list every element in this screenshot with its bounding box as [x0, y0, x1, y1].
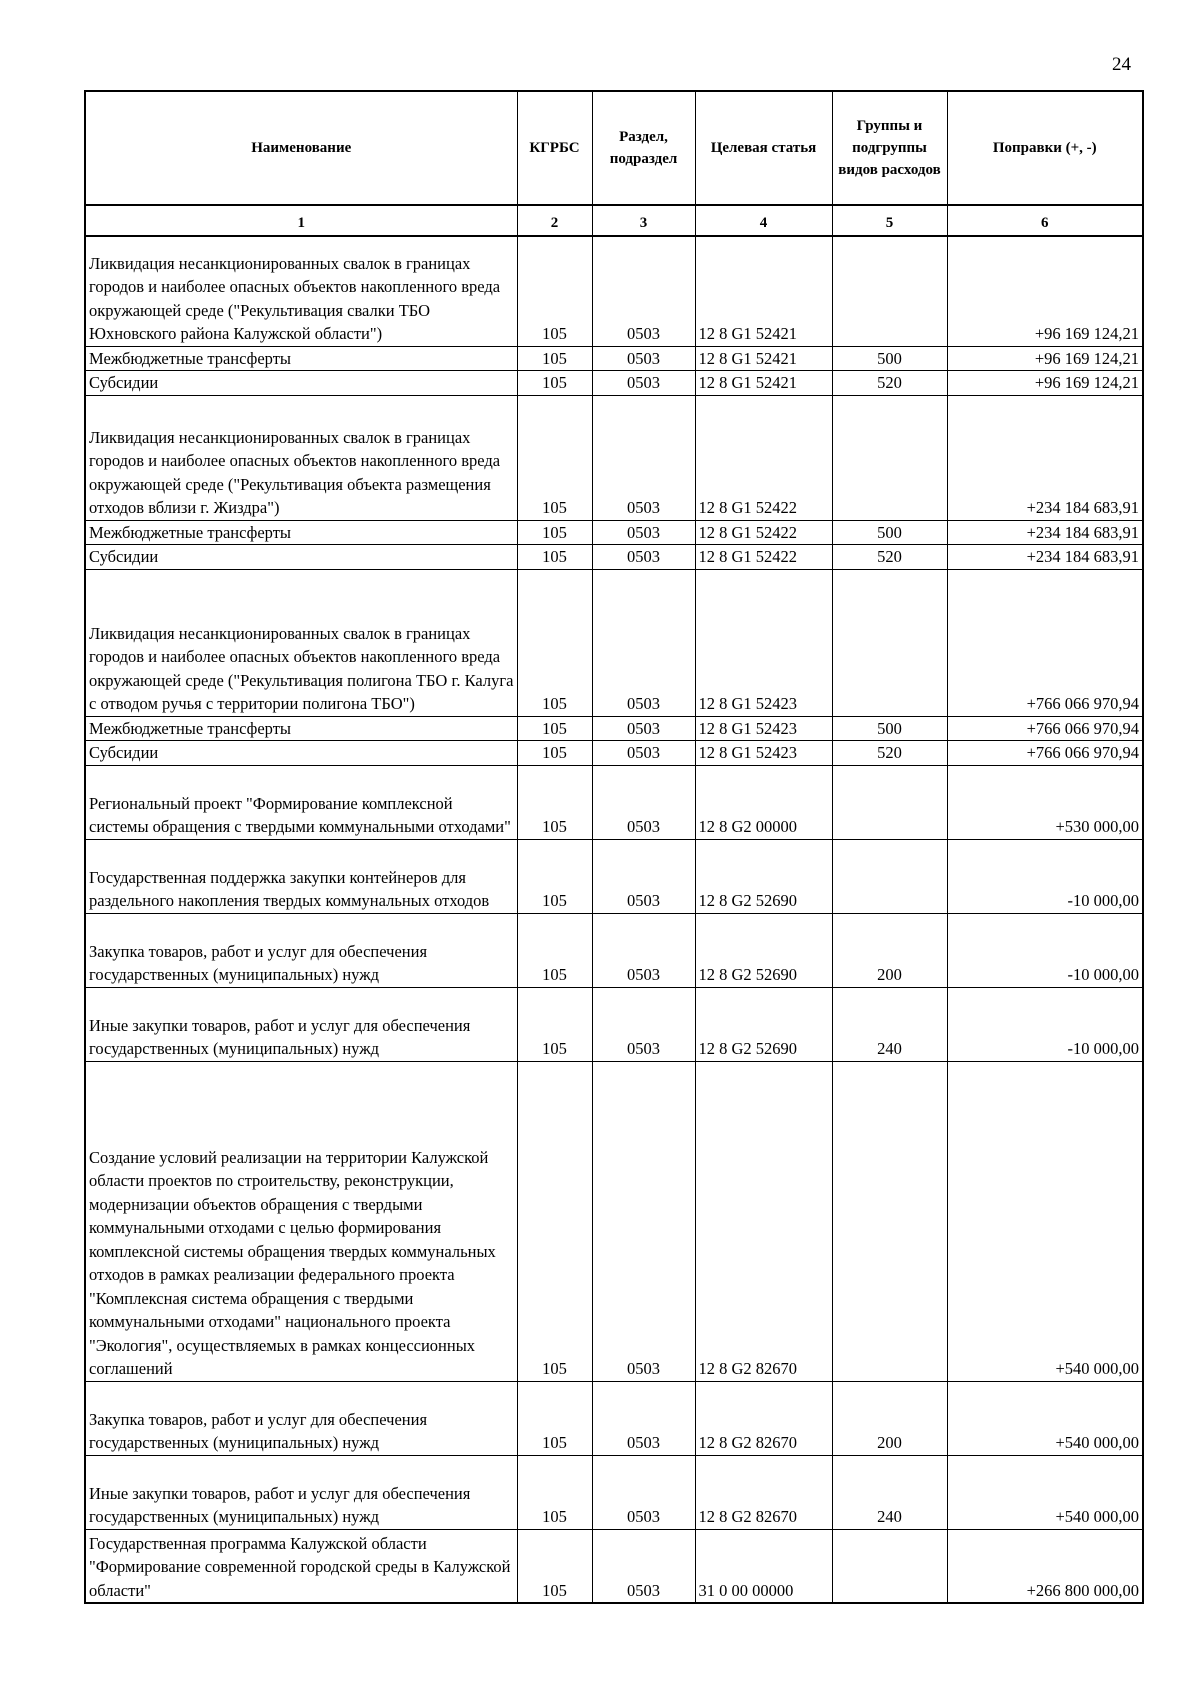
row-amount: +96 169 124,21 [947, 371, 1143, 396]
row-group [832, 765, 947, 839]
row-article: 12 8 G1 52423 [695, 716, 832, 741]
row-name: Межбюджетные трансферты [85, 716, 517, 741]
row-article: 12 8 G1 52421 [695, 346, 832, 371]
row-name: Иные закупки товаров, работ и услуг для обеспечения государственных (муниципальных) нужд [85, 987, 517, 1061]
row-group: 500 [832, 520, 947, 545]
row-name: Региональный проект "Формирование комплексной системы обращения с твердыми коммунальными отходами" [85, 765, 517, 839]
row-kgrbs: 105 [517, 1061, 592, 1381]
column-number-row [85, 205, 1143, 236]
row-group: 500 [832, 346, 947, 371]
table-row [85, 839, 1143, 913]
row-kgrbs: 105 [517, 371, 592, 396]
row-amount: +540 000,00 [947, 1381, 1143, 1455]
column-header-article: Целевая статья [695, 91, 832, 205]
page-number: 24 [1112, 54, 1131, 75]
row-amount: +96 169 124,21 [947, 346, 1143, 371]
row-section: 0503 [592, 1381, 695, 1455]
row-group: 500 [832, 716, 947, 741]
row-kgrbs: 105 [517, 346, 592, 371]
column-number: 6 [947, 205, 1143, 236]
row-group: 520 [832, 741, 947, 766]
row-amount: +766 066 970,94 [947, 741, 1143, 766]
row-amount: +96 169 124,21 [947, 236, 1143, 346]
table-row [85, 569, 1143, 716]
row-amount: -10 000,00 [947, 839, 1143, 913]
row-group [832, 236, 947, 346]
row-name: Создание условий реализации на территории Калужской области проектов по строительству, реконструкции, модернизации объектов обращения с твердыми коммунальными отходами с целью формирования комплексной системы обращения твердых коммунальных отходов в рамках реализации федерального проекта "Комплексная система обращения с твердыми коммунальными отходами" национального проекта "Экология", осуществляемых в рамках концессионных соглашений [85, 1061, 517, 1381]
row-kgrbs: 105 [517, 839, 592, 913]
column-number: 5 [832, 205, 947, 236]
row-name: Закупка товаров, работ и услуг для обеспечения государственных (муниципальных) нужд [85, 1381, 517, 1455]
row-kgrbs: 105 [517, 913, 592, 987]
row-name: Субсидии [85, 741, 517, 766]
table-row [85, 765, 1143, 839]
row-article: 12 8 G1 52423 [695, 569, 832, 716]
row-article: 12 8 G2 82670 [695, 1061, 832, 1381]
column-header-group: Группы и подгруппы видов расходов [832, 91, 947, 205]
row-name: Субсидии [85, 371, 517, 396]
row-amount: +540 000,00 [947, 1061, 1143, 1381]
table-row [85, 520, 1143, 545]
row-section: 0503 [592, 741, 695, 766]
row-kgrbs: 105 [517, 569, 592, 716]
table-row [85, 913, 1143, 987]
row-name: Закупка товаров, работ и услуг для обеспечения государственных (муниципальных) нужд [85, 913, 517, 987]
table-row [85, 741, 1143, 766]
table-row [85, 346, 1143, 371]
row-name: Ликвидация несанкционированных свалок в границах городов и наиболее опасных объектов накопленного вреда окружающей среде ("Рекультивация объекта размещения отходов вблизи г. Жиздра") [85, 395, 517, 520]
row-section: 0503 [592, 520, 695, 545]
row-section: 0503 [592, 987, 695, 1061]
row-section: 0503 [592, 716, 695, 741]
row-name: Субсидии [85, 545, 517, 570]
row-kgrbs: 105 [517, 716, 592, 741]
row-kgrbs: 105 [517, 1381, 592, 1455]
row-group: 240 [832, 987, 947, 1061]
column-number: 3 [592, 205, 695, 236]
table-row [85, 545, 1143, 570]
row-section: 0503 [592, 371, 695, 396]
row-kgrbs: 105 [517, 741, 592, 766]
row-section: 0503 [592, 839, 695, 913]
header-row [85, 91, 1143, 205]
row-name: Ликвидация несанкционированных свалок в границах городов и наиболее опасных объектов накопленного вреда окружающей среде ("Рекультивация полигона ТБО г. Калуга с отводом ручья с территории полигона ТБО") [85, 569, 517, 716]
row-section: 0503 [592, 236, 695, 346]
row-article: 12 8 G1 52422 [695, 395, 832, 520]
table-row [85, 1529, 1143, 1603]
row-group: 240 [832, 1455, 947, 1529]
row-section: 0503 [592, 395, 695, 520]
row-kgrbs: 105 [517, 236, 592, 346]
row-section: 0503 [592, 765, 695, 839]
row-amount: +530 000,00 [947, 765, 1143, 839]
row-article: 12 8 G1 52421 [695, 371, 832, 396]
table-row [85, 716, 1143, 741]
row-name: Ликвидация несанкционированных свалок в границах городов и наиболее опасных объектов накопленного вреда окружающей среде ("Рекультивация свалки ТБО Юхновского района Калужской области") [85, 236, 517, 346]
row-group [832, 1061, 947, 1381]
row-amount: +234 184 683,91 [947, 395, 1143, 520]
column-number: 4 [695, 205, 832, 236]
row-name: Межбюджетные трансферты [85, 346, 517, 371]
table-row [85, 987, 1143, 1061]
table-row [85, 1381, 1143, 1455]
row-article: 12 8 G1 52422 [695, 545, 832, 570]
row-group [832, 395, 947, 520]
table-row [85, 395, 1143, 520]
row-amount: +766 066 970,94 [947, 569, 1143, 716]
budget-amendments-table [84, 90, 1144, 1604]
row-kgrbs: 105 [517, 987, 592, 1061]
table-row [85, 371, 1143, 396]
row-group: 520 [832, 545, 947, 570]
row-article: 12 8 G1 52421 [695, 236, 832, 346]
row-kgrbs: 105 [517, 1455, 592, 1529]
table-row [85, 1455, 1143, 1529]
table-body [85, 236, 1143, 1603]
column-header-kgrbs: КГРБС [517, 91, 592, 205]
row-amount: -10 000,00 [947, 913, 1143, 987]
row-amount: +766 066 970,94 [947, 716, 1143, 741]
row-article: 12 8 G2 82670 [695, 1455, 832, 1529]
row-amount: -10 000,00 [947, 987, 1143, 1061]
row-amount: +266 800 000,00 [947, 1529, 1143, 1603]
row-kgrbs: 105 [517, 520, 592, 545]
row-kgrbs: 105 [517, 545, 592, 570]
column-header-section: Раздел, подраздел [592, 91, 695, 205]
row-group: 200 [832, 913, 947, 987]
row-amount: +540 000,00 [947, 1455, 1143, 1529]
row-group: 200 [832, 1381, 947, 1455]
row-section: 0503 [592, 569, 695, 716]
row-kgrbs: 105 [517, 395, 592, 520]
row-article: 12 8 G1 52423 [695, 741, 832, 766]
column-number: 2 [517, 205, 592, 236]
row-name: Государственная программа Калужской области "Формирование современной городской среды в Калужской области" [85, 1529, 517, 1603]
table-row [85, 236, 1143, 346]
row-kgrbs: 105 [517, 1529, 592, 1603]
column-header-name: Наименование [85, 91, 517, 205]
row-group [832, 569, 947, 716]
table-row [85, 1061, 1143, 1381]
row-name: Государственная поддержка закупки контейнеров для раздельного накопления твердых коммунальных отходов [85, 839, 517, 913]
row-section: 0503 [592, 1455, 695, 1529]
row-group [832, 1529, 947, 1603]
row-kgrbs: 105 [517, 765, 592, 839]
row-article: 12 8 G2 82670 [695, 1381, 832, 1455]
column-header-amendment: Поправки (+, -) [947, 91, 1143, 205]
row-amount: +234 184 683,91 [947, 545, 1143, 570]
row-section: 0503 [592, 913, 695, 987]
row-article: 12 8 G2 52690 [695, 913, 832, 987]
row-section: 0503 [592, 1061, 695, 1381]
row-article: 12 8 G2 52690 [695, 987, 832, 1061]
row-amount: +234 184 683,91 [947, 520, 1143, 545]
row-section: 0503 [592, 545, 695, 570]
row-group [832, 839, 947, 913]
row-article: 12 8 G1 52422 [695, 520, 832, 545]
row-group: 520 [832, 371, 947, 396]
row-article: 12 8 G2 52690 [695, 839, 832, 913]
column-number: 1 [85, 205, 517, 236]
row-article: 12 8 G2 00000 [695, 765, 832, 839]
row-name: Межбюджетные трансферты [85, 520, 517, 545]
row-section: 0503 [592, 1529, 695, 1603]
row-section: 0503 [592, 346, 695, 371]
row-name: Иные закупки товаров, работ и услуг для обеспечения государственных (муниципальных) нужд [85, 1455, 517, 1529]
row-article: 31 0 00 00000 [695, 1529, 832, 1603]
